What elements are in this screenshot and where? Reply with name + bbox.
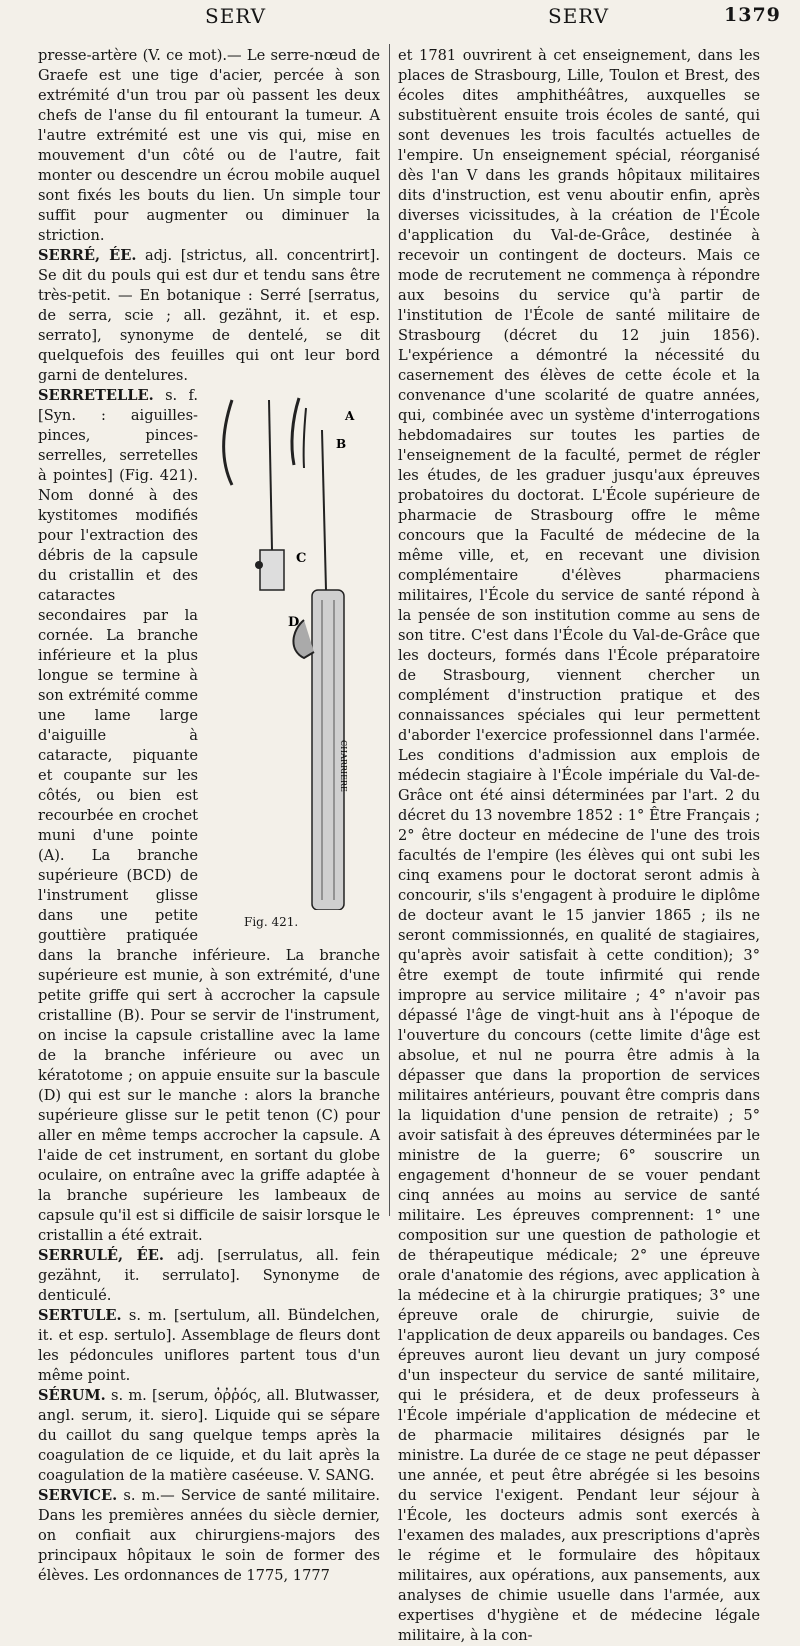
detail-stem xyxy=(269,400,272,550)
maker-mark: CHARRIERE xyxy=(339,740,348,792)
figure-label-a: A xyxy=(345,409,355,423)
entry-term: SERRULÉ, ÉE. xyxy=(38,1247,164,1264)
running-head-left: SERV xyxy=(205,4,267,28)
serretelle-illustration xyxy=(204,390,380,910)
entry-serre-noeud: presse-artère (V. ce mot).— Le serre-nœud de Graefe est une tige d'acier, percée à son extrémité d'un trou par où passent les deux chefs de l'anse du fil entourant la tumeur. A l'autre extrémité est une vis qui, mise en mouvement d'un côté ou de l'autre, fait monter ou descendre un écrou mobile auquel sont fixés les bouts du lien. Un simple tour suffit pour augmenter ou diminuer la striction. xyxy=(38,47,380,244)
entry-text: s. f. [Syn. : aiguilles-pinces, pinces-serrelles, serretelles à pointes] (Fig. 421). Nom donné à des kystitomes modifiés pour l'extraction des débris de la capsule du cristallin et des cataractes secondaires par la cornée. La branche inférieure et la plus longue se termine à son extrémité comme une lame large d'aiguille à cataracte, piquante et coupante sur les côtés, ou bien est recourbée en crochet muni d'une pointe (A). La branche supérieure (BCD) de l'instrument glisse dans une petite gouttière pratiquée dans la branche inférieure. La branche supérieure est munie, à son extrémité, d'une petite griffe qui sert à accrocher la capsule cristalline (B). Pour se servir de l'instrument, on incise la capsule cristalline avec la lame de la branche inférieure ou avec un kératotome ; on appuie ensuite sur la bascule (D) qui est sur le manche : alors la branche supérieure glisse sur le petit tenon (C) pour aller en même temps accrocher la capsule. A l'aide de cet instrument, en sortant du globe oculaire, on entraîne avec la griffe adaptée à la branche supérieure les lambeaux de capsule qu'il est si difficile de saisir lorsque le cristallin a été extrait. xyxy=(38,387,380,1244)
page-number: 1379 xyxy=(724,4,781,26)
entry-text: adj. [strictus, all. concentrirt]. Se dit du pouls qui est dur et tendu sans être très-petit. — En botanique : Serré [serratus, de serra, scie ; all. gezähnt, it. et esp. serrato], synonyme de dentelé, se dit quelquefois des feuilles qui ont leur bord garni de dentelures. xyxy=(38,247,380,384)
entry-text: s. m.— Service de santé militaire. Dans les premières années du siècle dernier, on confiait aux chirurgiens-majors des principaux hôpitaux le soin de former des élèves. Les ordonnances de 1775, 1777 xyxy=(38,1487,380,1584)
entry-term: SERRÉ, ÉE. xyxy=(38,247,137,264)
figure-caption: Fig. 421. xyxy=(244,915,299,929)
entry-serrule xyxy=(38,1246,380,1306)
figure-label-d: D xyxy=(288,615,300,630)
figure-label-b: B xyxy=(336,437,347,451)
detail-needle-a xyxy=(224,400,232,485)
entry-text: s. m. [sertulum, all. Bündelchen, it. et esp. sertulo]. Assemblage de fleurs dont les pédoncules uniflores partent tous d'un même point. xyxy=(38,1307,381,1384)
entry-sertule xyxy=(38,1306,380,1386)
entry-serre xyxy=(38,246,380,386)
entry-serum xyxy=(38,1386,380,1486)
detail-hook-b xyxy=(292,398,299,465)
main-shaft xyxy=(322,430,326,590)
entry-term: SERTULE. xyxy=(38,1307,122,1324)
running-head-center: SERV xyxy=(548,4,610,28)
left-column xyxy=(38,46,380,1586)
figure-label-c: C xyxy=(296,551,307,566)
column-divider xyxy=(389,44,390,1216)
right-column xyxy=(398,46,760,1646)
entry-term: SERVICE. xyxy=(38,1487,118,1504)
entry-service xyxy=(38,1486,380,1586)
entry-term: SERRETELLE. xyxy=(38,387,154,404)
entry-text: s. m. [serum, ὀῤῥός, all. Blutwasser, angl. serum, it. siero]. Liquide qui se sépare du caillot du sang quelque temps après la coagulation de ce liquide, et du lait après la coagulation de la matière caséeuse. V. SANG. xyxy=(38,1387,381,1484)
detail-handle xyxy=(260,550,284,590)
service-continuation: et 1781 ouvrirent à cet enseignement, dans les places de Strasbourg, Lille, Toulon et Brest, des écoles dites amphithéâtres, auxquelles se substituèrent ensuite trois écoles de santé, qui sont devenues les trois facultés actuelles de l'empire. Un enseignement spécial, réorganisé dès l'an V dans les grands hôpitaux militaires dits d'instruction, est venu aboutir enfin, après diverses vicissitudes, à la création de l'École d'application du Val-de-Grâce, destinée à recevoir un contingent de docteurs. Mais ce mode de recrutement ne commença à répondre aux besoins du service qu'à partir de l'institution de l'École de santé militaire de Strasbourg (décret du 12 juin 1856). L'expérience a démontré la nécessité du casernement des élèves de cette école et la convenance d'une scolarité de quatre années, qui, combinée avec un système d'interrogations hebdomadaires sur toutes les parties de l'enseignement de la faculté, permet de régler les études, de les graduer jusqu'aux épreuves probatoires du doctorat. L'École supérieure de pharmacie de Strasbourg offre le même concours que la Faculté de médecine de la même ville, et, en recevant une division complémentaire d'élèves pharmaciens militaires, l'École du service de santé répond à la pensée de son institution comme au sens de son titre. C'est dans l'École du Val-de-Grâce que les docteurs, formés dans l'École préparatoire de Strasbourg, viennent chercher un complément d'instruction pratique et des connaissances spéciales qui leur permettent d'aborder l'exercice professionnel dans l'armée. Les conditions d'admission aux emplois de médecin stagiaire à l'École impériale du Val-de-Grâce ont été ainsi déterminées par l'art. 2 du décret du 13 novembre 1852 : 1° Être Français ; 2° être docteur en médecine de l'une des trois facultés de l'empire (les élèves qui ont subi les cinq examens pour le doctorat seront admis à concourir, s'ils s'engagent à produire le diplôme de docteur avant le 15 janvier 1865 ; ils ne seront commissionnés, en qualité de stagiaires, qu'après avoir satisfait à cette condition); 3° être exempt de toute infirmité qui rende impropre au service militaire ; 4° n'avoir pas dépassé l'âge de vingt-huit ans à l'époque de l'ouverture du concours (cette limite d'âge est absolue, et nul ne pourra être admis à la dépasser que dans la proportion de services militaires antérieurs, pouvant être compris dans la liquidation d'une pension de retraite) ; 5° avoir satisfait à des épreuves déterminées par le ministre de la guerre; 6° souscrire un engagement d'honneur de se vouer pendant cinq années au moins au service de santé militaire. Les épreuves comprennent: 1° une composition sur une question de pathologie et de thérapeutique médicale; 2° une épreuve orale d'anatomie des régions, avec application à la médecine et à la chirurgie pratiques; 3° une épreuve orale de chirurgie, suivie de l'application de deux appareils ou bandages. Ces épreuves auront lieu devant un jury composé d'un inspecteur du service de santé militaire, qui le présidera, et de deux professeurs à l'École impériale d'application de médecine et de pharmacie militaires désignés par le ministre. La durée de ce stage ne peut dépasser une année, et peut être abrégée si les besoins du service l'exigent. Pendant leur séjour à l'École, les docteurs admis sont exercés à l'examen des malades, aux prescriptions d'après le régime et le formulaire des hôpitaux militaires, aux opérations, aux pansements, aux analyses de chimie usuelle dans l'armée, aux expertises d'hygiène et de médecine légale militaire, à la con- xyxy=(398,47,761,1644)
entry-text: adj. [serrulatus, all. fein gezähnt, it. serrulato]. Synonyme de denticulé. xyxy=(38,1247,380,1304)
figure-421 xyxy=(204,390,380,932)
entry-term: SÉRUM. xyxy=(38,1387,106,1404)
entry-serretelle xyxy=(38,386,380,1246)
